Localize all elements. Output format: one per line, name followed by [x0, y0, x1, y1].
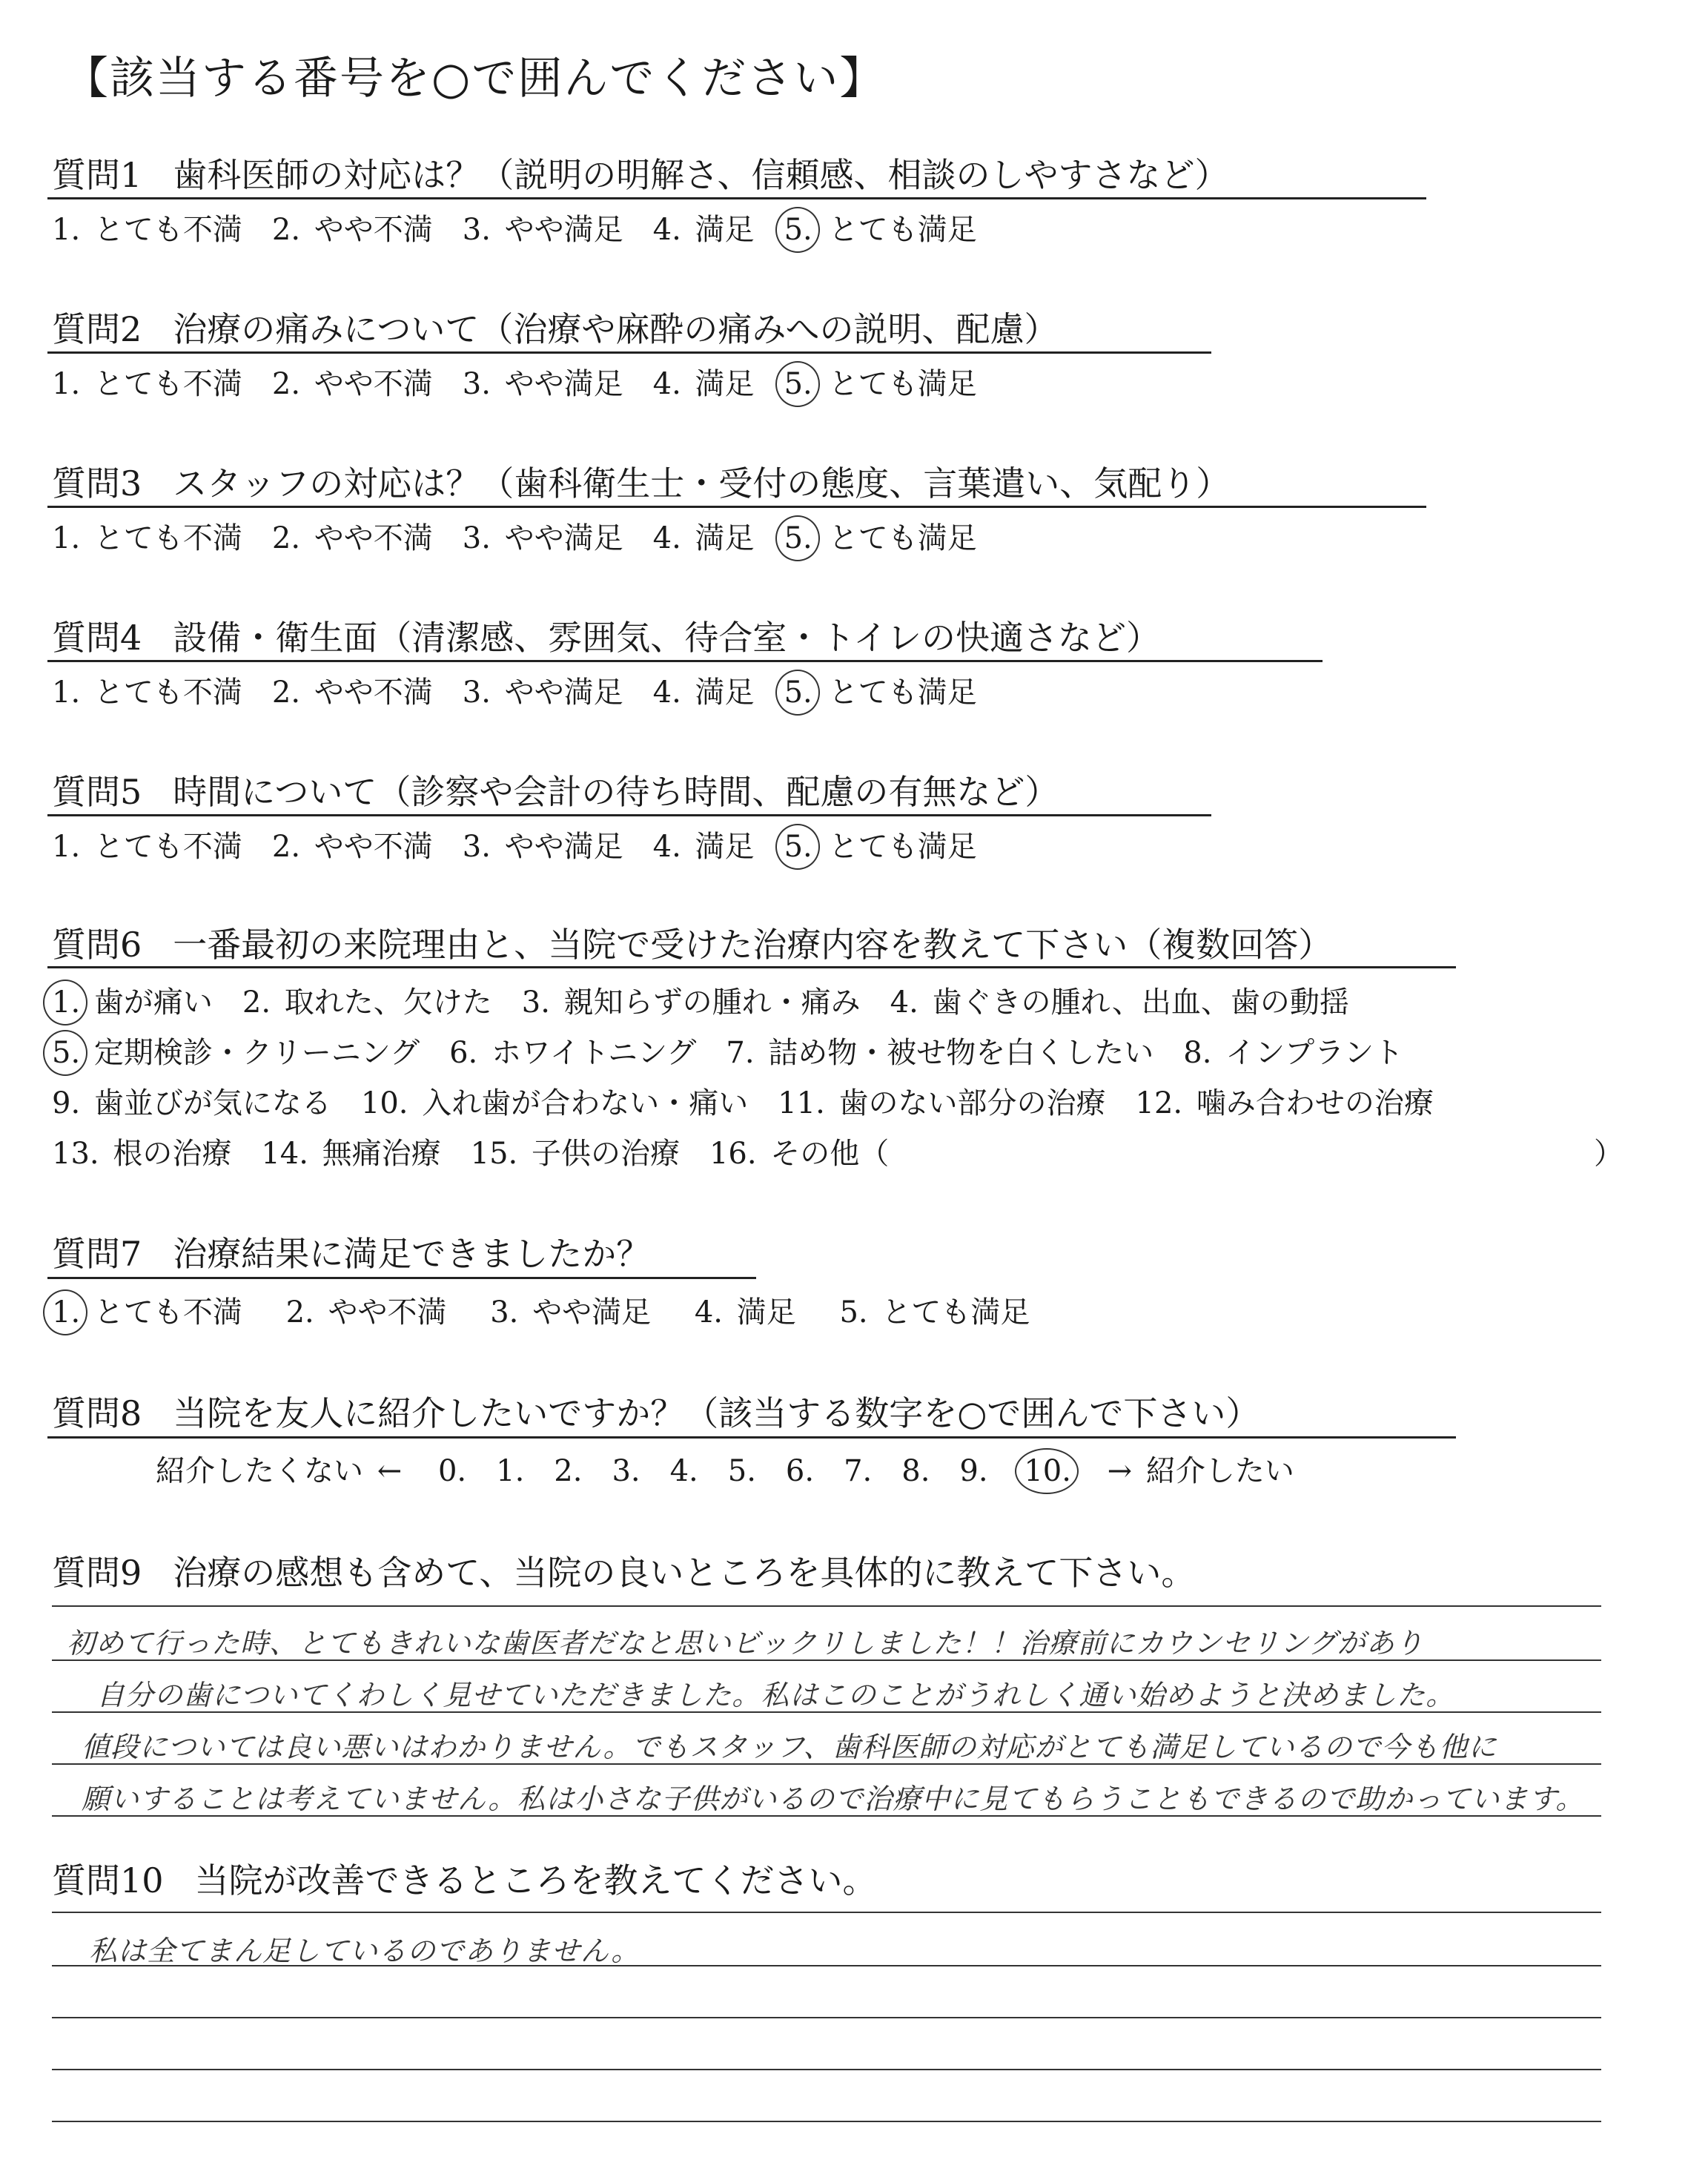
underline [47, 1277, 756, 1279]
option-2: 2. やや不満 [271, 367, 433, 401]
writing-line [52, 2017, 1601, 2018]
page-title: 【該当する番号を○で囲んでください】 [64, 53, 886, 105]
question-label: 質問1 [52, 155, 142, 195]
option-4: 4. 満足 [652, 521, 755, 555]
option-2: 2. やや不満 [271, 213, 433, 247]
option-3: 3. やや満足 [462, 830, 623, 864]
option-row [52, 669, 977, 711]
question-title [52, 611, 1160, 660]
option-3: 3. やや満足 [462, 213, 623, 247]
option-5: とても満足 [828, 521, 977, 555]
option-3: 3. やや満足 [462, 521, 623, 555]
scale-row [156, 1447, 1294, 1490]
question-text: 時間について（診察や会計の待ち時間、配慮の有無など） [173, 772, 1059, 812]
question-text: スタッフの対応は？（歯科衛生士・受付の態度、言葉遣い、気配り） [173, 463, 1231, 503]
option-row [52, 360, 977, 403]
question-title [52, 148, 1228, 197]
option-4: 4. 満足 [652, 213, 755, 247]
option-row [52, 979, 1349, 1021]
option-1: 1. とても不満 [52, 367, 242, 401]
option-3: 3. やや満足 [490, 1295, 652, 1330]
underline [47, 814, 1211, 816]
writing-line [52, 1659, 1601, 1661]
question-text: 治療の感想も含めて、当院の良いところを具体的に教えて下さい。 [173, 1553, 1196, 1593]
underline [47, 966, 1456, 968]
option-close-paren: ） [1594, 1137, 1623, 1171]
option-selected[interactable]: 5. [784, 521, 812, 555]
option-4: 4. 満足 [652, 367, 755, 401]
question-title [52, 1854, 877, 1903]
option-3: 3. やや満足 [462, 676, 623, 710]
question-title [52, 303, 1058, 351]
question-label: 質問8 [52, 1393, 142, 1433]
question-text: 歯科医師の対応は？（説明の明解さ、信頼感、相談のしやすさなど） [173, 155, 1229, 195]
option-row: 13. 根の治療 14. 無痛治療 15. 子供の治療 16. その他（ [52, 1137, 890, 1171]
option-3: 3. やや満足 [462, 367, 623, 401]
question-text: 当院を友人に紹介したいですか？（該当する数字を○で囲んで下さい） [173, 1393, 1260, 1433]
question-title [52, 1227, 650, 1276]
option-row [52, 515, 977, 557]
option-5: 5. とても満足 [839, 1295, 1030, 1330]
question-text: 治療の痛みについて（治療や麻酔の痛みへの説明、配慮） [173, 309, 1059, 349]
underline [47, 506, 1426, 508]
question-label: 質問7 [52, 1234, 142, 1274]
option-5: とても満足 [828, 676, 977, 710]
question-text: 一番最初の来院理由と、当院で受けた治療内容を教えて下さい（複数回答） [173, 925, 1333, 965]
question-text: 当院が改善できるところを教えてください。 [194, 1860, 877, 1900]
writing-line [52, 1711, 1601, 1713]
writing-line [52, 1912, 1601, 1913]
option-4: 4. 満足 [652, 676, 755, 710]
scale-left-label: 紹介したくない ← [156, 1454, 403, 1488]
option-text: 定期検診・クリーニング 6. ホワイトニング 7. 詰め物・被せ物を白くしたい 8. インプラント [93, 1036, 1404, 1070]
handwritten-answer-line: 自分の歯についてくわしく見せていただきました。私はこのことがうれしく通い始めようと決めました。 [96, 1679, 1455, 1711]
option-2: 2. やや不満 [285, 1295, 447, 1330]
option-selected[interactable]: 1. [52, 1295, 81, 1330]
writing-line [52, 1763, 1601, 1765]
question-label: 質問10 [52, 1860, 164, 1900]
writing-line [52, 1605, 1601, 1607]
underline [47, 660, 1323, 662]
option-row: 9. 歯並びが気になる 10. 入れ歯が合わない・痛い 11. 歯のない部分の治療 12. 噛み合わせの治療 [52, 1086, 1434, 1120]
question-title [52, 918, 1332, 967]
option-row [52, 206, 977, 248]
question-label: 質問6 [52, 925, 142, 965]
option-2: 2. やや不満 [271, 521, 433, 555]
scale-selected[interactable]: 10. [1024, 1454, 1071, 1488]
scale-right-label: → 紹介したい [1107, 1454, 1294, 1488]
underline [47, 1436, 1456, 1439]
option-row [52, 823, 977, 865]
option-text: 歯が痛い 2. 取れた、欠けた 3. 親知らずの腫れ・痛み 4. 歯ぐきの腫れ、出血、歯の動揺 [93, 985, 1349, 1020]
option-selected[interactable]: 5. [784, 830, 812, 864]
option-1: とても不満 [93, 1295, 242, 1330]
handwritten-answer-line: 願いすることは考えていません。私は小さな子供がいるので治療中に見てもらうこともできるので助かっています。 [82, 1783, 1585, 1815]
question-label: 質問2 [52, 309, 142, 349]
question-title [52, 765, 1059, 814]
option-1: 1. とても不満 [52, 830, 242, 864]
option-selected[interactable]: 5. [784, 676, 812, 710]
scale-numbers: 0. 1. 2. 3. 4. 5. 6. 7. 8. 9. [437, 1454, 988, 1488]
question-title [52, 1546, 1195, 1595]
question-label: 質問5 [52, 772, 142, 812]
option-row [52, 1289, 1030, 1331]
question-title [52, 1387, 1260, 1436]
option-1: 1. とても不満 [52, 213, 242, 247]
option-5: とても満足 [828, 367, 977, 401]
handwritten-answer-line: 私は全てまん足しているのでありません。 [89, 1935, 640, 1967]
underline [47, 351, 1211, 354]
question-label: 質問9 [52, 1553, 142, 1593]
handwritten-answer-line: 初めて行った時、とてもきれいな歯医者だなと思いビックリしました！！治療前にカウンセリングがあり [67, 1627, 1424, 1659]
question-label: 質問4 [52, 618, 142, 658]
option-2: 2. やや不満 [271, 830, 433, 864]
option-5: とても満足 [828, 830, 977, 864]
option-row [52, 1029, 1403, 1071]
writing-line [52, 2121, 1601, 2122]
option-selected[interactable]: 5. [784, 213, 812, 247]
option-1: 1. とても不満 [52, 521, 242, 555]
writing-line [52, 1815, 1601, 1817]
option-selected[interactable]: 1. [52, 985, 81, 1020]
question-text: 設備・衛生面（清潔感、雰囲気、待合室・トイレの快適さなど） [173, 618, 1160, 658]
option-4: 4. 満足 [694, 1295, 796, 1330]
question-text: 治療結果に満足できましたか？ [173, 1234, 651, 1274]
option-selected[interactable]: 5. [52, 1036, 81, 1070]
option-4: 4. 満足 [652, 830, 755, 864]
option-1: 1. とても不満 [52, 676, 242, 710]
underline [47, 197, 1426, 199]
handwritten-answer-line: 値段については良い悪いはわかりません。でもスタッフ、歯科医師の対応がとても満足しているので今も他に [82, 1731, 1497, 1763]
writing-line [52, 1965, 1601, 1966]
option-5: とても満足 [828, 213, 977, 247]
question-label: 質問3 [52, 463, 142, 503]
option-2: 2. やや不満 [271, 676, 433, 710]
question-title [52, 457, 1230, 506]
writing-line [52, 2069, 1601, 2070]
option-selected[interactable]: 5. [784, 367, 812, 401]
